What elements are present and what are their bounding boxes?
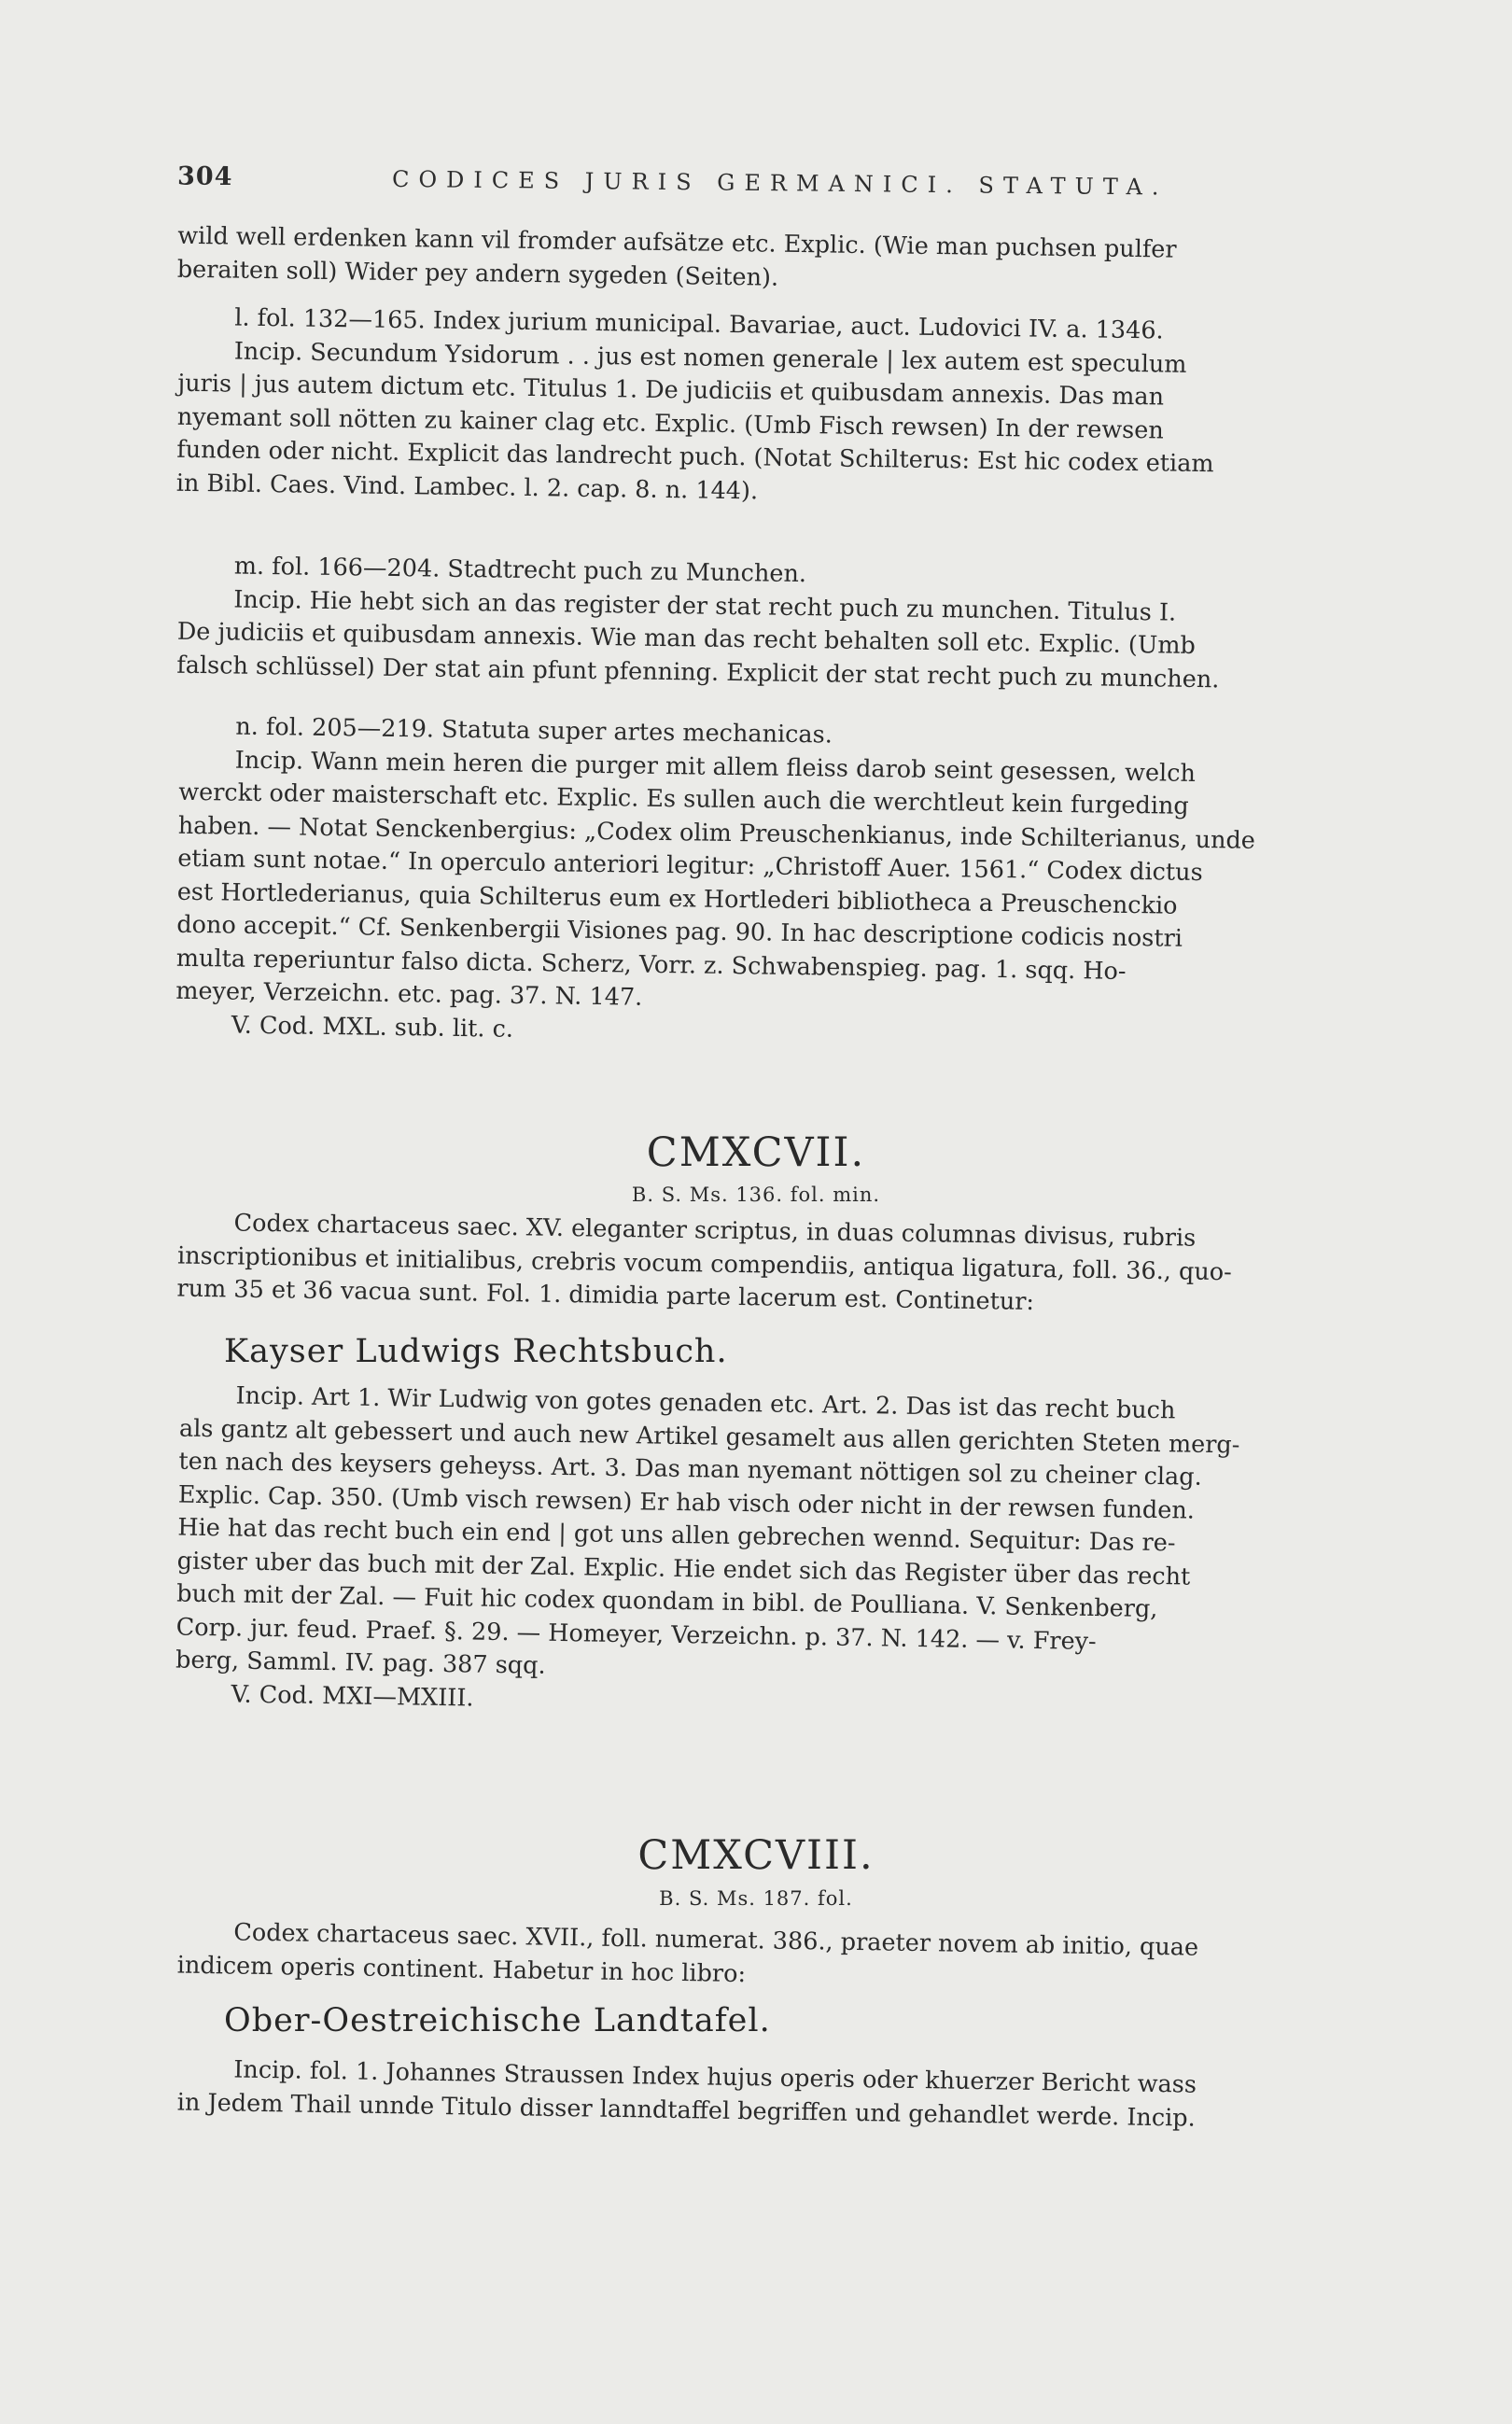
text-line: Hie hat das recht buch ein end | got uns allen gebrechen wennd. Sequitur: Das re- <box>177 1513 1176 1558</box>
text-line: Incip. Wann mein heren die purger mit allem fleiss darob seint gesessen, welch <box>234 746 1197 788</box>
text-line: Incip. fol. 1. Johannes Straussen Index hujus operis oder khuerzer Bericht wass <box>233 2055 1197 2099</box>
text-line: Incip. Secundum Ysidorum . . jus est nomen generale | lex autem est speculum <box>233 337 1187 379</box>
text-line: beraiten soll) Wider pey andern sygeden (Seiten). <box>176 255 779 292</box>
text-line: falsch schlüssel) Der stat ain pfunt pfenning. Explicit der stat recht puch zu munchen. <box>176 651 1220 694</box>
text-line: ten nach des keysers geheyss. Art. 3. Das man nyemant nöttigen sol zu cheiner clag. <box>178 1447 1202 1492</box>
text-line: Codex chartaceus saec. XVII., foll. numerat. 386., praeter novem ab initio, quae <box>233 1918 1199 1962</box>
text-line: etiam sunt notae.“ In operculo anteriori legitur: „Christoff Auer. 1561.“ Codex dictus <box>177 844 1203 888</box>
work-incipit-explicit <box>175 1380 1421 1730</box>
entry-m-paragraph <box>176 550 1420 700</box>
cross-reference: V. Cod. MXL. sub. lit. c. <box>231 1011 514 1044</box>
text-line: nyemant soll nötten zu kainer clag etc. Explic. (Umb Fisch rewsen) In der rewsen <box>176 402 1164 444</box>
text-line: buch mit der Zal. — Fuit hic codex quondam in bibl. de Poulliana. V. Senkenberg, <box>176 1579 1158 1624</box>
text-line: multa reperiuntur falso dicta. Scherz, Vorr. z. Schwabenspieg. pag. 1. sqq. Ho- <box>175 944 1127 986</box>
entry-n-paragraph <box>175 710 1421 1059</box>
work-incipit <box>177 2053 1420 2139</box>
text-line: Incip. Hie hebt sich an das register der stat recht puch zu munchen. Titulus I. <box>233 585 1177 627</box>
entry-l-paragraph <box>176 301 1421 518</box>
text-line: Corp. jur. feud. Praef. §. 29. — Homeyer, Verzeichn. p. 37. N. 142. — v. Frey- <box>175 1613 1097 1656</box>
cross-reference: V. Cod. MXI—MXIII. <box>231 1679 474 1713</box>
text-line: werckt oder maisterschaft etc. Explic. Es sullen auch die werchtleut kein furgeding <box>178 778 1189 820</box>
section-numeral: CMXCVII. <box>646 1129 866 1176</box>
codex-description <box>176 1207 1420 1325</box>
text-line: in Jedem Thail unnde Titulo disser lanndtaffel begriffen und gehandlet werde. Incip. <box>176 2088 1196 2133</box>
text-line: Incip. Art 1. Wir Ludwig von gotes genaden etc. Art. 2. Das ist das recht buch <box>235 1381 1176 1425</box>
text-line: in Bibl. Caes. Vind. Lambec. l. 2. cap. 8. n. 144). <box>175 469 759 505</box>
text-line: De judiciis et quibusdam annexis. Wie man das recht behalten soll etc. Explic. (Umb <box>176 617 1197 660</box>
section-numeral: CMXCVIII. <box>637 1832 875 1879</box>
running-header <box>177 161 1344 211</box>
text-line: berg, Samml. IV. pag. 387 sqq. <box>175 1646 546 1680</box>
shelfmark: B. S. Ms. 136. fol. min. <box>631 1184 881 1206</box>
text-line: wild well erdenken kann vil fromder aufsätze etc. Explic. (Wie man puchsen pulfer <box>177 221 1177 264</box>
running-title: CODICES JURIS GERMANICI. STATUTA. <box>391 165 1169 201</box>
text-line: Explic. Cap. 350. (Umb visch rewsen) Er hab visch oder nicht in der rewsen funden. <box>177 1480 1196 1525</box>
text-line: indicem operis continent. Habetur in hoc libro: <box>176 1951 747 1988</box>
text-line: meyer, Verzeichn. etc. pag. 37. N. 147. <box>175 976 643 1012</box>
text-line: als gantz alt gebessert und auch new Artikel gesamelt aus allen gerichten Steten merg- <box>178 1414 1240 1459</box>
text-line: rum 35 et 36 vacua sunt. Fol. 1. dimidia parte lacerum est. Continetur: <box>176 1274 1035 1316</box>
text-line: funden oder nicht. Explicit das landrecht puch. (Notat Schilterus: Est hic codex etiam <box>176 435 1214 479</box>
work-title: Kayser Ludwigs Rechtsbuch. <box>224 1333 728 1370</box>
text-line: juris | jus autem dictum etc. Titulus 1. De judiciis et quibusdam annexis. Das man <box>177 369 1165 412</box>
text-line: gister uber das buch mit der Zal. Explic. Hie endet sich das Register über das recht <box>176 1547 1191 1591</box>
text-line: inscriptionibus et initialibus, crebris vocum compendiis, antiqua ligatura, foll. 36., quo- <box>176 1241 1232 1286</box>
codex-description <box>177 1916 1420 2002</box>
text-line: m. fol. 166—204. Stadtrecht puch zu Munchen. <box>233 552 807 589</box>
text-line: l. fol. 132—165. Index jurium municipal. Bavariae, auct. Ludovici IV. a. 1346. <box>234 303 1164 345</box>
text-line: dono accepit.“ Cf. Senkenbergii Visiones pag. 90. In hac descriptione codicis nostri <box>176 910 1183 953</box>
text-line: Codex chartaceus saec. XV. eleganter scriptus, in duas columnas divisus, rubris <box>233 1209 1197 1253</box>
shelfmark: B. S. Ms. 187. fol. <box>659 1887 853 1910</box>
text-line: est Hortlederianus, quia Schilterus eum ex Hortlederi bibliotheca a Preuschenckio <box>176 877 1178 920</box>
work-title: Ober-Oestreichische Landtafel. <box>224 2002 771 2039</box>
page-number: 304 <box>176 161 233 192</box>
text-line: haben. — Notat Senckenbergius: „Codex olim Preuschenkianus, inde Schilterianus, unde <box>177 811 1256 855</box>
continuation-paragraph <box>177 220 1420 304</box>
text-line: n. fol. 205—219. Statuta super artes mechanicas. <box>235 712 833 750</box>
